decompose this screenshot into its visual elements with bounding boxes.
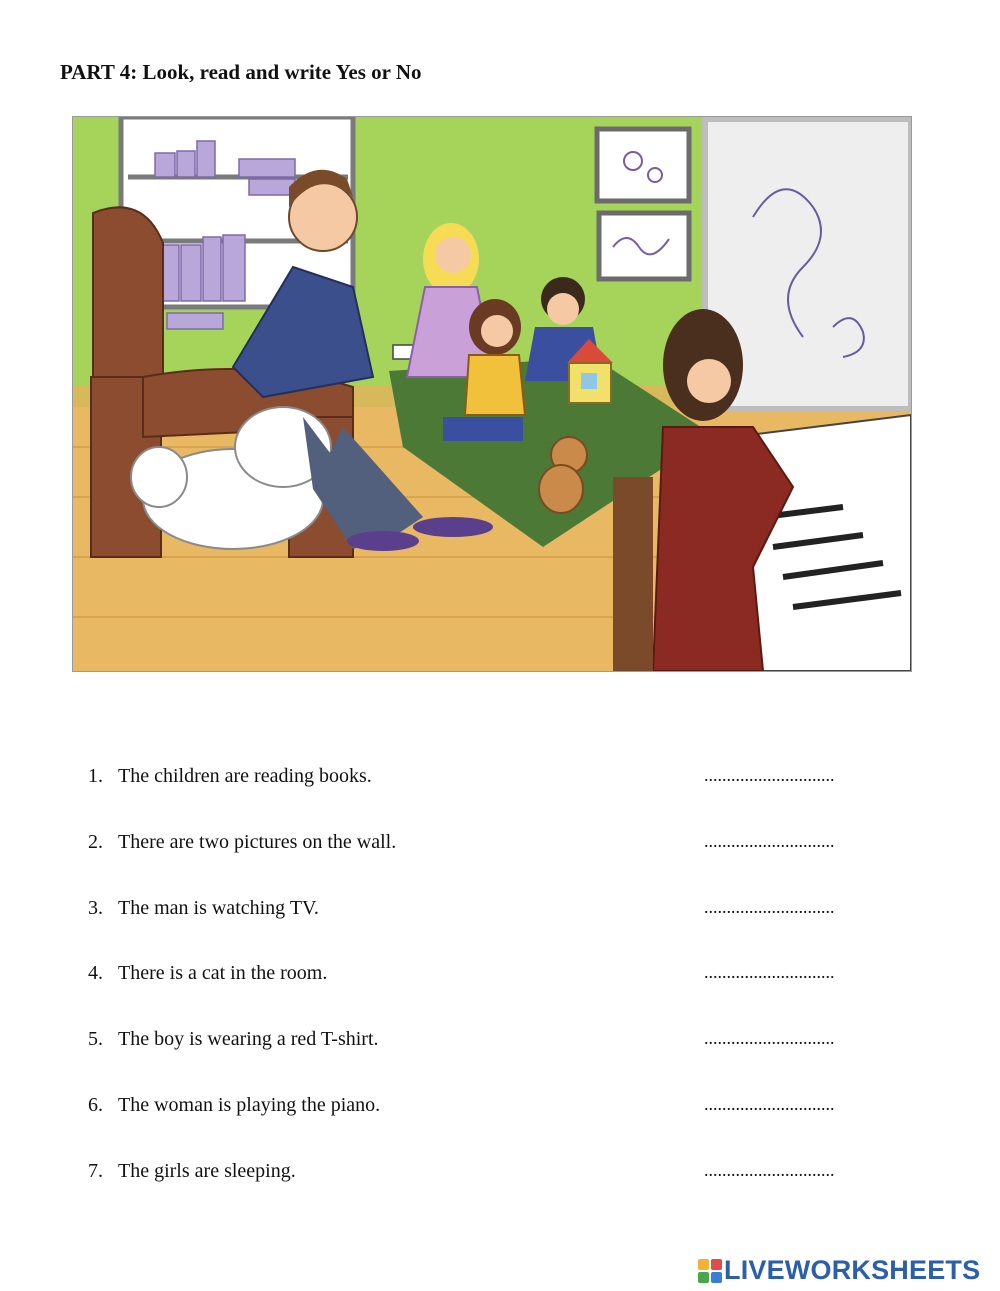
living-room-illustration xyxy=(72,116,912,672)
answer-blank[interactable]: ............................. xyxy=(704,962,835,982)
question-number: 6. xyxy=(88,1094,103,1116)
question-6 xyxy=(88,1094,888,1124)
question-text: The children are reading books. xyxy=(118,765,372,787)
answer-blank[interactable]: ............................. xyxy=(704,1160,835,1180)
logo-text: LIVEWORKSHEETS xyxy=(724,1255,981,1285)
question-5 xyxy=(88,1028,888,1058)
answer-blank[interactable]: ............................. xyxy=(704,1094,835,1114)
question-number: 7. xyxy=(88,1160,103,1182)
answer-blank[interactable]: ............................. xyxy=(704,765,835,785)
question-3 xyxy=(88,897,888,927)
question-text: There are two pictures on the wall. xyxy=(118,831,397,853)
logo-mark-icon xyxy=(698,1259,722,1283)
question-number: 1. xyxy=(88,765,103,787)
question-text: There is a cat in the room. xyxy=(118,962,328,984)
answer-blank[interactable]: ............................. xyxy=(704,1028,835,1048)
answer-blank[interactable]: ............................. xyxy=(704,831,835,851)
page-title: PART 4: Look, read and write Yes or No xyxy=(60,60,422,84)
question-number: 2. xyxy=(88,831,103,853)
question-number: 3. xyxy=(88,897,103,919)
question-number: 5. xyxy=(88,1028,103,1050)
question-text: The girls are sleeping. xyxy=(118,1160,296,1182)
question-number: 4. xyxy=(88,962,103,984)
question-7 xyxy=(88,1160,888,1190)
question-text: The woman is playing the piano. xyxy=(118,1094,381,1116)
question-1 xyxy=(88,765,888,795)
question-4 xyxy=(88,962,888,992)
question-2 xyxy=(88,831,888,861)
question-text: The boy is wearing a red T-shirt. xyxy=(118,1028,379,1050)
answer-blank[interactable]: ............................. xyxy=(704,897,835,917)
question-text: The man is watching TV. xyxy=(118,897,319,919)
liveworksheets-logo[interactable] xyxy=(698,1255,994,1287)
